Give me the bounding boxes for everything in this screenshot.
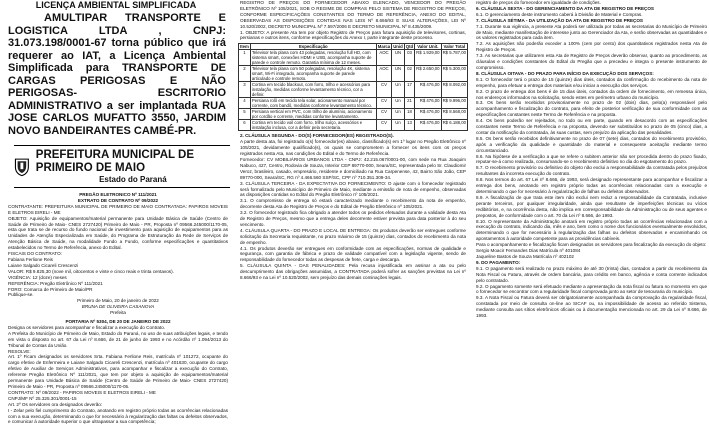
table-cell: 5 [239, 109, 251, 120]
portaria-paragraph: I - Zelar pelo fiel cumprimento do Contrato, anotando em registro próprio todas as ocorrências relacionadas com a sua execução, determinando o que for necessário à regularização das faltas ou defeitos observados, e comunicar à autoridade superior o que ultrapassar a sua competência; [8, 407, 228, 425]
table-cell: 02 [404, 66, 414, 82]
ata-paragraph: 1. OBJETO: A presente Ata tem por objeto Registro de Preços para futura aquisição de televisores, cortinas, persianas e outros itens, conforme especificações do Anexo I, parte integrante deste processo. [240, 29, 466, 41]
contract-paragraph: REFERÊNCIA: Pregão Eletrônico Nº 111/2021 [8, 280, 103, 286]
table-cell: 17 [404, 82, 414, 98]
contract-date: Primeiro de Maio, 20 de janeiro de 2022 [77, 298, 159, 304]
table-cell: R$ 476,00 [415, 82, 441, 98]
contract-paragraph: OBJETO: Aquisição de equipamentos/material permanente para Unidade Básica de Saúde (Centro de Saúde de Primeiro de Maio- CNES 2727420) Primeiro de Maio - PR, Proposta nº 09566.245000/1170-05, esta que trata se de recurso do fundo nacional de investimento para aquisição de equipamentos para as Unidades de Atenção Especializada em Saúde, do Programa de Estruturação da Rede de Serviços de Atenção Básica de Saúde, na modalidade Fundo a Fundo, conforme especificações e quantitativos estabelecidos no Termo de Referência, anexo do Edital. [8, 215, 228, 251]
portaria-paragraph: Designa os servidores para acompanhar e fiscalizar a execução do Contrato. [8, 324, 166, 330]
table-cell: 3 [239, 82, 251, 98]
table-row [239, 66, 468, 82]
table-cell: 03 [404, 50, 414, 66]
ata-paragraph: 9.3. A Nota Fiscal ou Fatura deverá ser obrigatoriamente acompanhada da comprovação da regularidade fiscal, constatada por meio de consulta on-line ao SICAF ou, na impossibilidade de acesso ao referido Sistema, mediante consulta aos sítios eletrônicos oficiais ou à documentação mencionada no art. 29 da Lei nº 8.666, de 1993. [476, 295, 707, 319]
ata-paragraph: 2. CLÁUSULA SEGUNDA - DO(S) FORNECEDOR(ES) REGISTRADO(S). [240, 133, 394, 139]
prefeitura-title: PREFEITURA MUNICIPAL DE PRIMEIRO DE MAIO [35, 149, 195, 174]
table-cell: AOC [376, 66, 391, 82]
table-cell: UN [392, 66, 405, 82]
table-cell: R$ 476,00 [415, 98, 441, 109]
table-cell: R$ 5.787,00 [441, 50, 467, 66]
ata-paragraph: 4.1. Os produtos deverão ser entregues em conformidade com as especificações, normas de qualidade e segurança, com garantia de fábrica e prazo de validade compatível com a legislação vigente, sendo de responsabilidade do fornecedor todas as despesas de frete, carga e descarga. [240, 245, 466, 263]
table-cell: 2 [239, 66, 251, 82]
ata-paragraph: 8.10. O representante da Administração anotará em registro próprio todas as ocorrências relacionadas com a execução do contrato, indicando dia, mês e ano, bem como o nome dos funcionários eventualmente envolvidos, determinando o que for necessário à regularização das falhas ou defeitos observados e encaminhando os apontamentos à autoridade competente para as providências cabíveis. [476, 218, 707, 242]
ata-paragraph: 3.2. O fornecedor registrado fica obrigado a atender todos os pedidos efetuados durante a validade desta Ata de Registro de Preços, mesmo que a entrega deles decorrente estiver prevista para data posterior à do seu vencimento. [240, 210, 466, 227]
prefeitura-banner [14, 145, 230, 188]
table-cell: R$ 8.568,00 [441, 109, 467, 120]
table-cell: 4 [239, 98, 251, 109]
ata-paragraph: 9.2. O pagamento somente será efetuado mediante a apresentação da nota fiscal ou fatura no momento em que o fornecedor se encontrar com a regularidade fiscal comprovada junto ao setor de tesouraria do município. [476, 283, 707, 295]
table-cell: Televisor tela plana com 50 polegadas, resolução 4K, sistema smart, Wi-Fi integrado, acompanha suporte de parede articulado e controle remoto. [250, 66, 376, 82]
table-cell: Un [392, 109, 405, 120]
ata-paragraph: 8.9. A fiscalização de que trata este item não exclui nem reduz a responsabilidade da Contratada, inclusive perante terceiros, por qualquer irregularidade, ainda que resultante de imperfeições técnicas ou vícios redibitórios, e, na ocorrência desta, não implica em corresponsabilidade da Administração ou de seus agentes e prepostos, de conformidade com o art. 70 da Lei nº 8.666, de 1993. [476, 194, 707, 218]
license-notice [0, 10, 232, 137]
ata-paragraph: 7.1. Durante sua vigência, a presente Ata poderá ser utilizada por todas as secretarias do Município de Primeiro de Maio, mediante manifestação de interesse junto ao Gerenciador da Ata, e serão observadas as quantidades e os valores registrados para cada item. [476, 23, 707, 41]
table-header: Item [240, 44, 249, 50]
portaria-paragraph: CNPJ/MF Nº 25.325.301/0001-15 [8, 395, 77, 401]
table-header: Especificação [250, 44, 376, 50]
ata-paragraph: 6. CLÁUSULA SEXTA - DO GERENCIAMENTO DA ATA DE REGISTRO DE PREÇOS [476, 5, 654, 11]
table-cell: AOC [376, 50, 391, 66]
signature-role: Prefeita [110, 310, 126, 316]
signature-name: BRUNA DE OLIVEIRA CASANOVA [81, 304, 155, 310]
ata-paragraph: 3.1. O compromisso de entrega só estará caracterizado mediante o recebimento da nota de empenho, decorrente desta Ata de Registro de Preços e do Edital de Pregão Eletrônico nº 105/2021. [240, 198, 466, 210]
ata-paragraph: 7. CLÁUSULA SÉTIMA - DA UTILIZAÇÃO DA ATA DE REGISTRO DE PREÇOS [476, 17, 643, 23]
ata-clauses [238, 133, 468, 281]
table-header: Valor Unit. [415, 44, 441, 50]
contract-paragraph: FORO: Comarca de Primeiro de Maio/PR [8, 286, 93, 292]
table-cell: Persiana rolô em tecido tela solar, acionamento manual por corrente, com bandô, medidas conforme levantamento técnico. [250, 98, 376, 109]
ata-intro [238, 0, 468, 41]
table-row [239, 82, 468, 98]
contract-paragraph: Publique-se. [8, 292, 34, 298]
middle-column [238, 0, 468, 445]
ata-paragraph: registro de preços do fornecedor em igualdade de condições. [476, 0, 601, 5]
table-cell: R$ 6.188,00 [441, 120, 467, 131]
ata-paragraph: 9. DO PAGAMENTO: [476, 259, 521, 265]
right-column [474, 0, 709, 445]
table-header: Unid [393, 44, 403, 50]
left-column [0, 0, 232, 445]
extrato-title: EXTRATO DE CONTRATO Nº 09/2022 [77, 197, 159, 203]
items-table [238, 43, 468, 131]
ata-paragraph: 7.2. As aquisições não poderão exceder a 100% (cem por cento) dos quantitativos registrados nesta Ata de Registro de Preços. [476, 41, 707, 53]
ata-paragraph: 8.5. Os bens serão recebidos definitivamente no prazo de 07 (sete) dias, contados do recebimento provisório, após a verificação da qualidade e quantidade do material e consequente aceitação mediante termo circunstanciado. [476, 135, 707, 153]
table-cell: Un [392, 82, 405, 98]
table-cell: Cortina em tecido voil com forro, trilho suíço, acessórios e instalação inclusa, cor a definir pela secretaria. [250, 120, 376, 131]
table-row [239, 98, 468, 109]
ata-paragraph: 6.1. O gerenciamento deste instrumento caberá à Divisão de Material e Compras. [476, 11, 643, 17]
portaria-paragraph: CONTRATO: Nº 09/2022 - PAPIROS MOVEIS E ELETROS EIRELI - ME [8, 389, 156, 395]
contract-paragraph: Laiane Salgado Cicareli Crescenzi [8, 262, 79, 268]
ata-paragraph: REGISTRO DE PREÇOS DO FORNECEDOR ABAIXO ELENCADO, VENCEDOR DO PREGÃO ELETRÔNICO Nº 105/2021, SOB O REGIME DE COMPRAS PELO SISTEMA DE REGISTRO DE PREÇOS, CONFORME ESPECIFICAÇÕES CONSTANTES DO TERMO DE REFERÊNCIA, ANEXO DO EDITAL, OBSERVADAS AS DISPOSIÇÕES CONTIDAS NAS LEIS Nº 8.666/93 E SUAS ALTERAÇÕES, LEI Nº 10.520/2002, DECRETO MUNICIPAL Nº 7.597/2006 E DECRETO MUNICIPAL Nº 8.435/2009. [240, 0, 466, 29]
table-cell: R$ 476,00 [415, 109, 441, 120]
contract-extract [0, 192, 232, 425]
prefeitura-subtitle: Estado do Paraná [99, 175, 167, 184]
contract-paragraph: VALOR: R$ 9.825,30 (nove mil, oitocentos e vinte e cinco reais e trinta centavos). [8, 268, 174, 274]
ata-paragraph: 3. CLÁUSULA TERCEIRA - DA EXPECTATIVA DO FORNECIMENTO: O ajuste com o fornecedor registrado será formalizado pelo Município de Primeiro de Maio, mediante a emissão de nota de empenho, observadas as disposições contidas no Edital do Pregão Eletrônico nº 105/2021. [240, 180, 466, 198]
contract-paragraph: VIGÊNCIA: 12 (doze) meses [8, 274, 67, 280]
table-cell: R$ 2.650,00 [415, 66, 441, 82]
ata-paragraph: 8.6. Na hipótese de a verificação a que se refere o subitem anterior não ser procedida dentro do prazo fixado, reputar-se-á como realizada, consumando-se o recebimento definitivo no dia do esgotamento do prazo. [476, 153, 707, 165]
ata-paragraph: Para o acompanhamento e fiscalização ficam designados os servidores para fiscalização da execução do objeto: [476, 242, 707, 248]
table-header: Valor Total [441, 44, 467, 50]
table-cell: UN [392, 50, 405, 66]
table-cell: R$ 9.996,00 [441, 98, 467, 109]
table-cell: Un [392, 120, 405, 131]
table-cell: 6 [239, 120, 251, 131]
table-cell: 18 [404, 109, 414, 120]
ata-paragraph: 8.3. Os bens serão recebidos provisoriamente no prazo de 02 (dois) dias, pelo(a) responsável pelo acompanhamento e fiscalização do contrato, para efeito de posterior verificação de sua conformidade com as especificações constantes neste Termo de Referência e na proposta. [476, 100, 707, 118]
table-cell: Televisor tela plana com 43 polegadas, resolução full HD, com sistema smart, conexões HDMI e USB, acompanha suporte de parede e controle remoto. Garantia mínima de 12 meses. [250, 50, 376, 66]
license-text: AMULTIPAR TRANSPORTE E LOGISTICA LTDA , CNPJ: 31.073.198/0001-67 torna público que irá requerer ao IAT, a Licença Ambiental Simplificada para TRANSPORTE DE CARGAS PERIGOSAS E NÃO PERIGOSAS- ESCRITORIO ADMINISTRATIVO a ser implantada RUA JOSE CARLOS MUFATTO 3550, JARDIM NOVO BANDEIRANTES CAMBÉ-PR. [8, 12, 226, 137]
table-cell: Un [392, 98, 405, 109]
ata-paragraph: 5. CLÁUSULA QUINTA - DAS PENALIDADES: Pela recusa injustificada em assinar a ata ou pelo descumprimento das obrigações assumidas, a CONTRATADA poderá sofrer as sanções previstas na Lei nº 8.666/93 e na Lei nº 10.520/2002, sem prejuízo das demais cominações legais. [240, 263, 466, 281]
portaria-paragraph: Art. 1º Ficam designados os servidores Srta. Fabiana Ferlione Reis, matrícula nº 101272, ocupante do cargo efetivo de Enfermeira e Laiane Salgado Cicareli Crescenzi, matrícula nº 401630, ocupante do cargo efetivo de Auxiliar de Serviços Administrativos, para acompanhar e fiscalizar a execução do Contrato, referente Pregão Eletrônico Nº 111/2021, que tem por objeto a aquisição de equipamentos/material permanente para Unidade Básica de Saúde (Centro de Saúde de Primeiro de Maio- CNES 2727420) Primeiro de Maio - PR, Proposta nº 09566.245000/1170-05. [8, 354, 228, 389]
ata-paragraph: 8.4. Os bens poderão ser rejeitados, no todo ou em parte, quando em desacordo com as especificações constantes neste Termo de Referência e na proposta, devendo ser substituídos no prazo de 05 (cinco) dias, a contar da notificação da contratada, às suas custas, sem prejuízo da aplicação das penalidades. [476, 118, 707, 135]
license-heading: LICENÇA AMBIENTAL SIMPLIFICADA [35, 0, 197, 10]
table-cell: R$ 5.300,00 [441, 66, 467, 82]
ata-paragraph: 8.7. O recebimento provisório ou definitivo do objeto não exclui a responsabilidade da contratada pelos prejuízos resultantes da incorreta execução do contrato. [476, 165, 707, 177]
table-header: Marca [377, 44, 391, 50]
table-cell: R$ 1.929,00 [415, 50, 441, 66]
ata-paragraph: A parte desta ata, foi registrado o(s) fornecedor(es) abaixo, classificado(s) em 1º lugar no Pregão Eletrônico nº 105/2021, devidamente qualificado(s), os quais se comprometem a fornecer os itens com os preços registrados nesta Ata, nas condições do Edital e do Termo de Referência. [240, 139, 466, 157]
table-row [239, 50, 468, 66]
table-cell: 13 [404, 120, 414, 131]
ata-paragraph: 9.1. O pagamento será realizado no prazo máximo de até 30 (trinta) dias, contados a partir do recebimento da Nota Fiscal ou Fatura, através de ordem bancária, para crédito em banco, agência e conta corrente indicados pelo contratado. [476, 265, 707, 283]
table-cell: CV [376, 120, 391, 131]
items-table-body [239, 50, 468, 131]
table-cell: CV [376, 82, 391, 98]
contract-paragraph: Fabiana Ferlione Reis [8, 256, 53, 262]
ata-paragraph: Sergio Moacir Fernandes Dias Matrícula nº 401084 [476, 248, 581, 254]
ata-paragraph: 8.8. Nos termos do art. 67 Lei nº 8.666, de 1993, será designado representante para acompanhar e fiscalizar a entrega dos bens, anotando em registro próprio todas as ocorrências relacionadas com a execução e determinando o que for necessário à regularização de falhas ou defeitos observados. [476, 177, 707, 194]
portaria-paragraph: A Prefeita do Município de Primeiro de Maio, Estado do Paraná, no uso de suas atribuições legais, e tendo em vista o disposto no art. 67 da Lei nº 8.666, de 21 de junho de 1993 e no Acórdão nº 1.094/2013 do Tribunal de Contas da União. [8, 330, 228, 348]
table-cell: CV [376, 109, 391, 120]
table-row [239, 120, 468, 131]
portaria-paragraph: RESOLVE: [8, 348, 31, 354]
table-cell: Cortina em tecido blackout, com forro, trilho e acessórios para instalação, medidas conforme levantamento técnico, cor a definir. [250, 82, 376, 98]
table-cell: R$ 476,00 [415, 120, 441, 131]
table-cell: CV [376, 98, 391, 109]
table-header: Qtd [405, 44, 414, 50]
municipal-crest-icon [14, 154, 30, 180]
table-cell: 1 [239, 50, 251, 66]
ata-paragraph: 8. CLÁUSULA OITAVA - DO PRAZO PARA INÍCIO DA EXECUÇÃO DOS SERVIÇOS: [476, 70, 654, 76]
portaria-paragraph: Art. 2º Os servidores ora designados deverão: [8, 401, 103, 407]
table-cell: Persiana vertical em PVC, com trilho de alumínio, acionamento por cordão e corrente, medidas conforme levantamento. [250, 109, 376, 120]
portaria-title: PORTARIA Nº 5304, DE 20 DE JANEIRO DE 2022 [65, 319, 171, 325]
ata-paragraph: 8.1. O fornecedor terá o prazo de 15 (quinze) dias úteis, contados da confirmação do recebimento da nota de empenho, para efetuar a entrega dos materiais e/ou iniciar a execução dos serviços. [476, 76, 707, 88]
contract-paragraph: CONTRATANTE: PREFEITURA MUNICIPAL DE PRIMEIRO DE MAIO CONTRATADA: PAPIROS MOVEIS E ELETROS EIRELI - ME [8, 203, 228, 215]
pregao-title: PREGÃO ELETRONICO Nº 111/2021 [79, 192, 157, 197]
table-cell: 21 [404, 98, 414, 109]
ata-paragraph: Fornecedor: CV MOBILIÁRIOS URBANOS LTDA - CNPJ: 42.215.067/0001-00, com sede na Rua Joaquim Nabuco, 427, Centro, Rodovia de Souza, Interior CEP 89770-000, Seara/SC, representada pelo Sr. Claudiomir Veroz, brasileiro, casado, empresário, residente e domiciliado na Rua Carpenense, 42, Bairro São João, CEP 89770-000, Seara/SC, RG nº 4.466.560 SSP/SC, CPF nº 710.351.309-34. [240, 156, 466, 180]
ata-paragraph: 4. CLÁUSULA QUARTA - DO PRAZO E LOCAL DE ENTREGA: Os produtos deverão ser entregues conforme solicitação da Secretaria requisitante, no prazo máximo de 15 (quinze) dias, contados do recebimento da nota de empenho. [240, 227, 466, 245]
ata-continuation [474, 0, 709, 319]
contract-paragraph: FISCAIS DO CONTRATO: [8, 251, 62, 257]
ata-paragraph: Jaqueline Bastos de Souza Matrícula nº 402102 [476, 253, 574, 259]
ata-paragraph: 8.2. O prazo de entrega dos bens é de 15 dias úteis, contados da ordem de fornecimento, em remessa única, nos endereços informados na solicitação, sendo estes em perímetro urbano do município. [476, 88, 707, 100]
table-cell: R$ 8.092,00 [441, 82, 467, 98]
ata-paragraph: 7.3. As secretarias que utilizarem esta Ata de Registro de Preços deverão observar, quanto ao procedimento, as cláusulas e condições constantes do Edital do Pregão que a precedeu e integra o presente instrumento de compromisso. [476, 53, 707, 70]
table-row [239, 109, 468, 120]
